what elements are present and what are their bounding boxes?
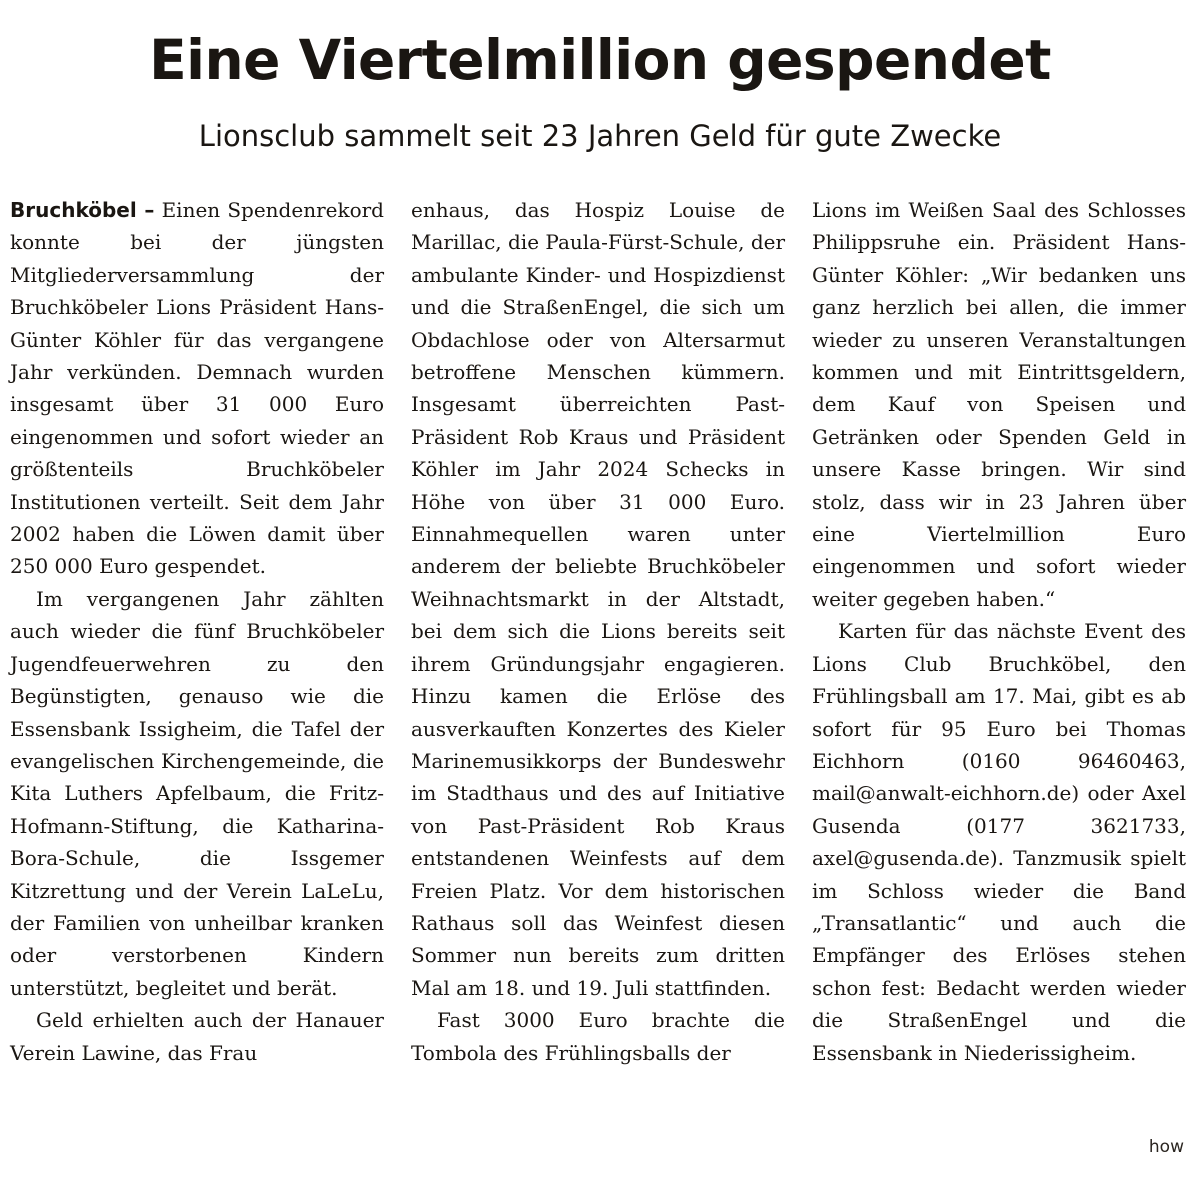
paragraph-more-recipients-continued: enhaus, das Hospiz Louise de Marillac, die Paula-Fürst-Schule, der ambulante Kinder- und Hospizdienst und die StraßenEngel, die sich um Obdachlose oder von Altersarmut betroffene Menschen kümmern. Insgesamt überreichten Past-Präsident Rob Kraus und Präsident Köhler im Jahr 2024 Schecks in Höhe von über 31 000 Euro. Einnahmequellen waren unter anderem der beliebte Bruchköbeler Weihnachtsmarkt in der Altstadt, bei dem sich die Lions bereits seit ihrem Gründungsjahr engagieren. Hinzu kamen die Erlöse des ausverkauften Konzertes des Kieler Marinemusikkorps der Bundeswehr im Stadthaus und des auf Initiative von Past-Präsident Rob Kraus entstandenen Weinfests auf dem Freien Platz. Vor dem historischen Rathaus soll das Weinfest diesen Sommer nun bereits zum dritten Mal am 18. und 19. Juli stattfinden. [411, 198, 786, 1000]
subheadline: Lionsclub sammelt seit 23 Jahren Geld für gute Zwecke [198, 119, 1002, 153]
dateline: Bruchköbel – [10, 198, 155, 222]
paragraph-tickets: Karten für das nächste Event des Lions Club Bruchköbel, den Frühlingsball am 17. Mai, gibt es ab sofort für 95 Euro bei Thomas Eichhorn (0160 96460463, mail@anwalt-eichhorn.de) oder Axel Gusenda (0177 3621733, axel@gusenda.de). Tanzmusik spielt im Schloss wieder die Band „Transatlantic“ und auch die Empfänger des Erlöses stehen schon fest: Bedacht werden wieder die StraßenEngel und die Essensbank in Niederissigheim. [812, 619, 1186, 1065]
paragraph-beneficiaries: Im vergangenen Jahr zählten auch wieder die fünf Bruchköbeler Jugendfeuerwehren zu den Begünstigten, genauso wie die Essensbank Issigheim, die Tafel der evangelischen Kirchengemeinde, die Kita Luthers Apfelbaum, die Fritz-Hofmann-Stiftung, die Katharina-Bora-Schule, die Issgemer Kitzrettung und der Verein LaLeLu, der Familien von unheilbar kranken oder verstorbenen Kindern unterstützt, begleitet und berät. [10, 586, 384, 1000]
article-column-1 [10, 194, 384, 1069]
article-column-3 [812, 194, 1186, 1069]
author-signature: how [1148, 1137, 1184, 1157]
paragraph-intro-text: Einen Spendenrekord konnte bei der jüngsten Mitgliederversammlung der Bruchköbeler Lions Präsident Hans-Günter Köhler für das vergangene Jahr verkünden. Demnach wurden insgesamt über 31 000 Euro eingenommen und sofort wieder an größtenteils Bruchköbeler Institutionen verteilt. Seit dem Jahr 2002 haben die Löwen damit über 250 000 Euro gespendet. [10, 198, 384, 579]
headline: Eine Viertelmillion gespendet [149, 28, 1051, 92]
paragraph-intro [10, 194, 384, 583]
paragraph-more-recipients-start: Geld erhielten auch der Hanauer Verein Lawine, das Frau [10, 1008, 384, 1065]
paragraph-tombola-start: Fast 3000 Euro brachte die Tombola des Frühlingsballs der [411, 1008, 785, 1065]
article-column-2 [411, 194, 785, 1069]
paragraph-tombola-continued: Lions im Weißen Saal des Schlosses Philippsruhe ein. Präsident Hans-Günter Köhler: „Wir bedanken uns ganz herzlich bei allen, die immer wieder zu unseren Veranstaltungen kommen und mit Eintrittsgeldern, dem Kauf von Speisen und Getränken oder Spenden Geld in unsere Kasse bringen. Wir sind stolz, dass wir in 23 Jahren über eine Viertelmillion Euro eingenommen und sofort wieder weiter gegeben haben.“ [812, 198, 1186, 611]
